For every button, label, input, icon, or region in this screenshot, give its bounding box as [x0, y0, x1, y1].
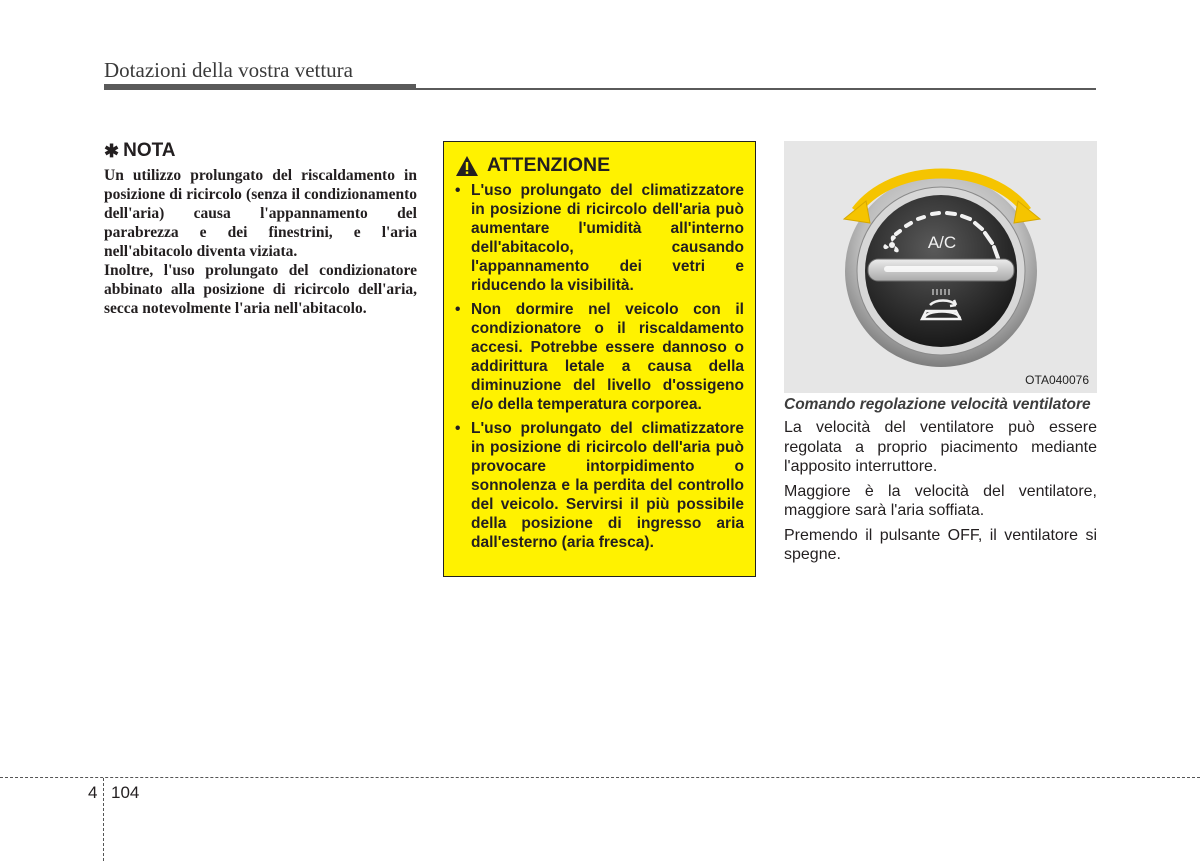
nota-box: [104, 140, 417, 318]
footer-divider: [103, 778, 104, 861]
body-paragraph: Premendo il pulsante OFF, il ventilatore si spegne.: [784, 526, 1097, 563]
page-number: 104: [111, 783, 140, 802]
figure-caption: Comando regolazione velocità ventilatore: [784, 396, 1091, 413]
warning-title: ATTENZIONE: [487, 154, 611, 176]
warning-item: • L'uso prolungato del climatizzatore in posizione di ricircolo dell'aria può aumentare l'umidità all'interno dell'abitacolo, causando l'appannamento dei vetri e riducendo la visibilità.: [455, 182, 744, 294]
fan-speed-section: [784, 395, 1097, 570]
chapter-number: 4: [88, 783, 98, 802]
fan-control-figure: [784, 141, 1097, 393]
fan-knob-illustration: [784, 141, 1097, 393]
section-title: Dotazioni della vostra vettura: [104, 58, 353, 82]
asterisk-icon: ✱: [104, 140, 120, 161]
warning-item: • L'uso prolungato del climatizzatore in posizione di ricircolo dell'aria può provocare intorpidimento o sonnolenza e la perdita del controllo del veicolo. Servirsi il più possibile della posizione di ingresso aria dall'esterno (aria fresca).: [455, 420, 744, 551]
warning-list: [455, 181, 744, 552]
figure-code: OTA040076: [1025, 373, 1089, 387]
header-rule-thin: [416, 88, 1096, 90]
warning-triangle-icon: [455, 155, 479, 177]
footer-rule: [0, 777, 1200, 778]
nota-paragraph: Inoltre, l'uso prolungato del condizionatore abbinato alla posizione di ricircolo dell'aria, secca notevolmente l'aria nell'abitacolo.: [104, 262, 417, 317]
body-paragraph: La velocità del ventilatore può essere regolata a proprio piacimento mediante l'apposito interruttore.: [784, 419, 1097, 475]
nota-title: NOTA: [123, 140, 176, 161]
nota-heading: [104, 140, 417, 162]
header-rule: [104, 84, 416, 90]
warning-item: • Non dormire nel veicolo con il condizionatore o il riscaldamento accesi. Potrebbe essere dannoso o addirittura letale a causa della diminuzione del livello d'ossigeno e/o della temperatura corporea.: [455, 301, 744, 413]
nota-paragraph: Un utilizzo prolungato del riscaldamento in posizione di ricircolo (senza il condizionamento dell'aria) causa l'appannamento del parabrezza e dei finestrini, e l'aria nell'abitacolo diventa viziata.: [104, 167, 417, 260]
warning-box: [443, 141, 756, 577]
body-paragraph: Maggiore è la velocità del ventilatore, maggiore sarà l'aria soffiata.: [784, 482, 1097, 519]
warning-heading: [455, 154, 744, 177]
ac-label: A/C: [927, 233, 957, 252]
